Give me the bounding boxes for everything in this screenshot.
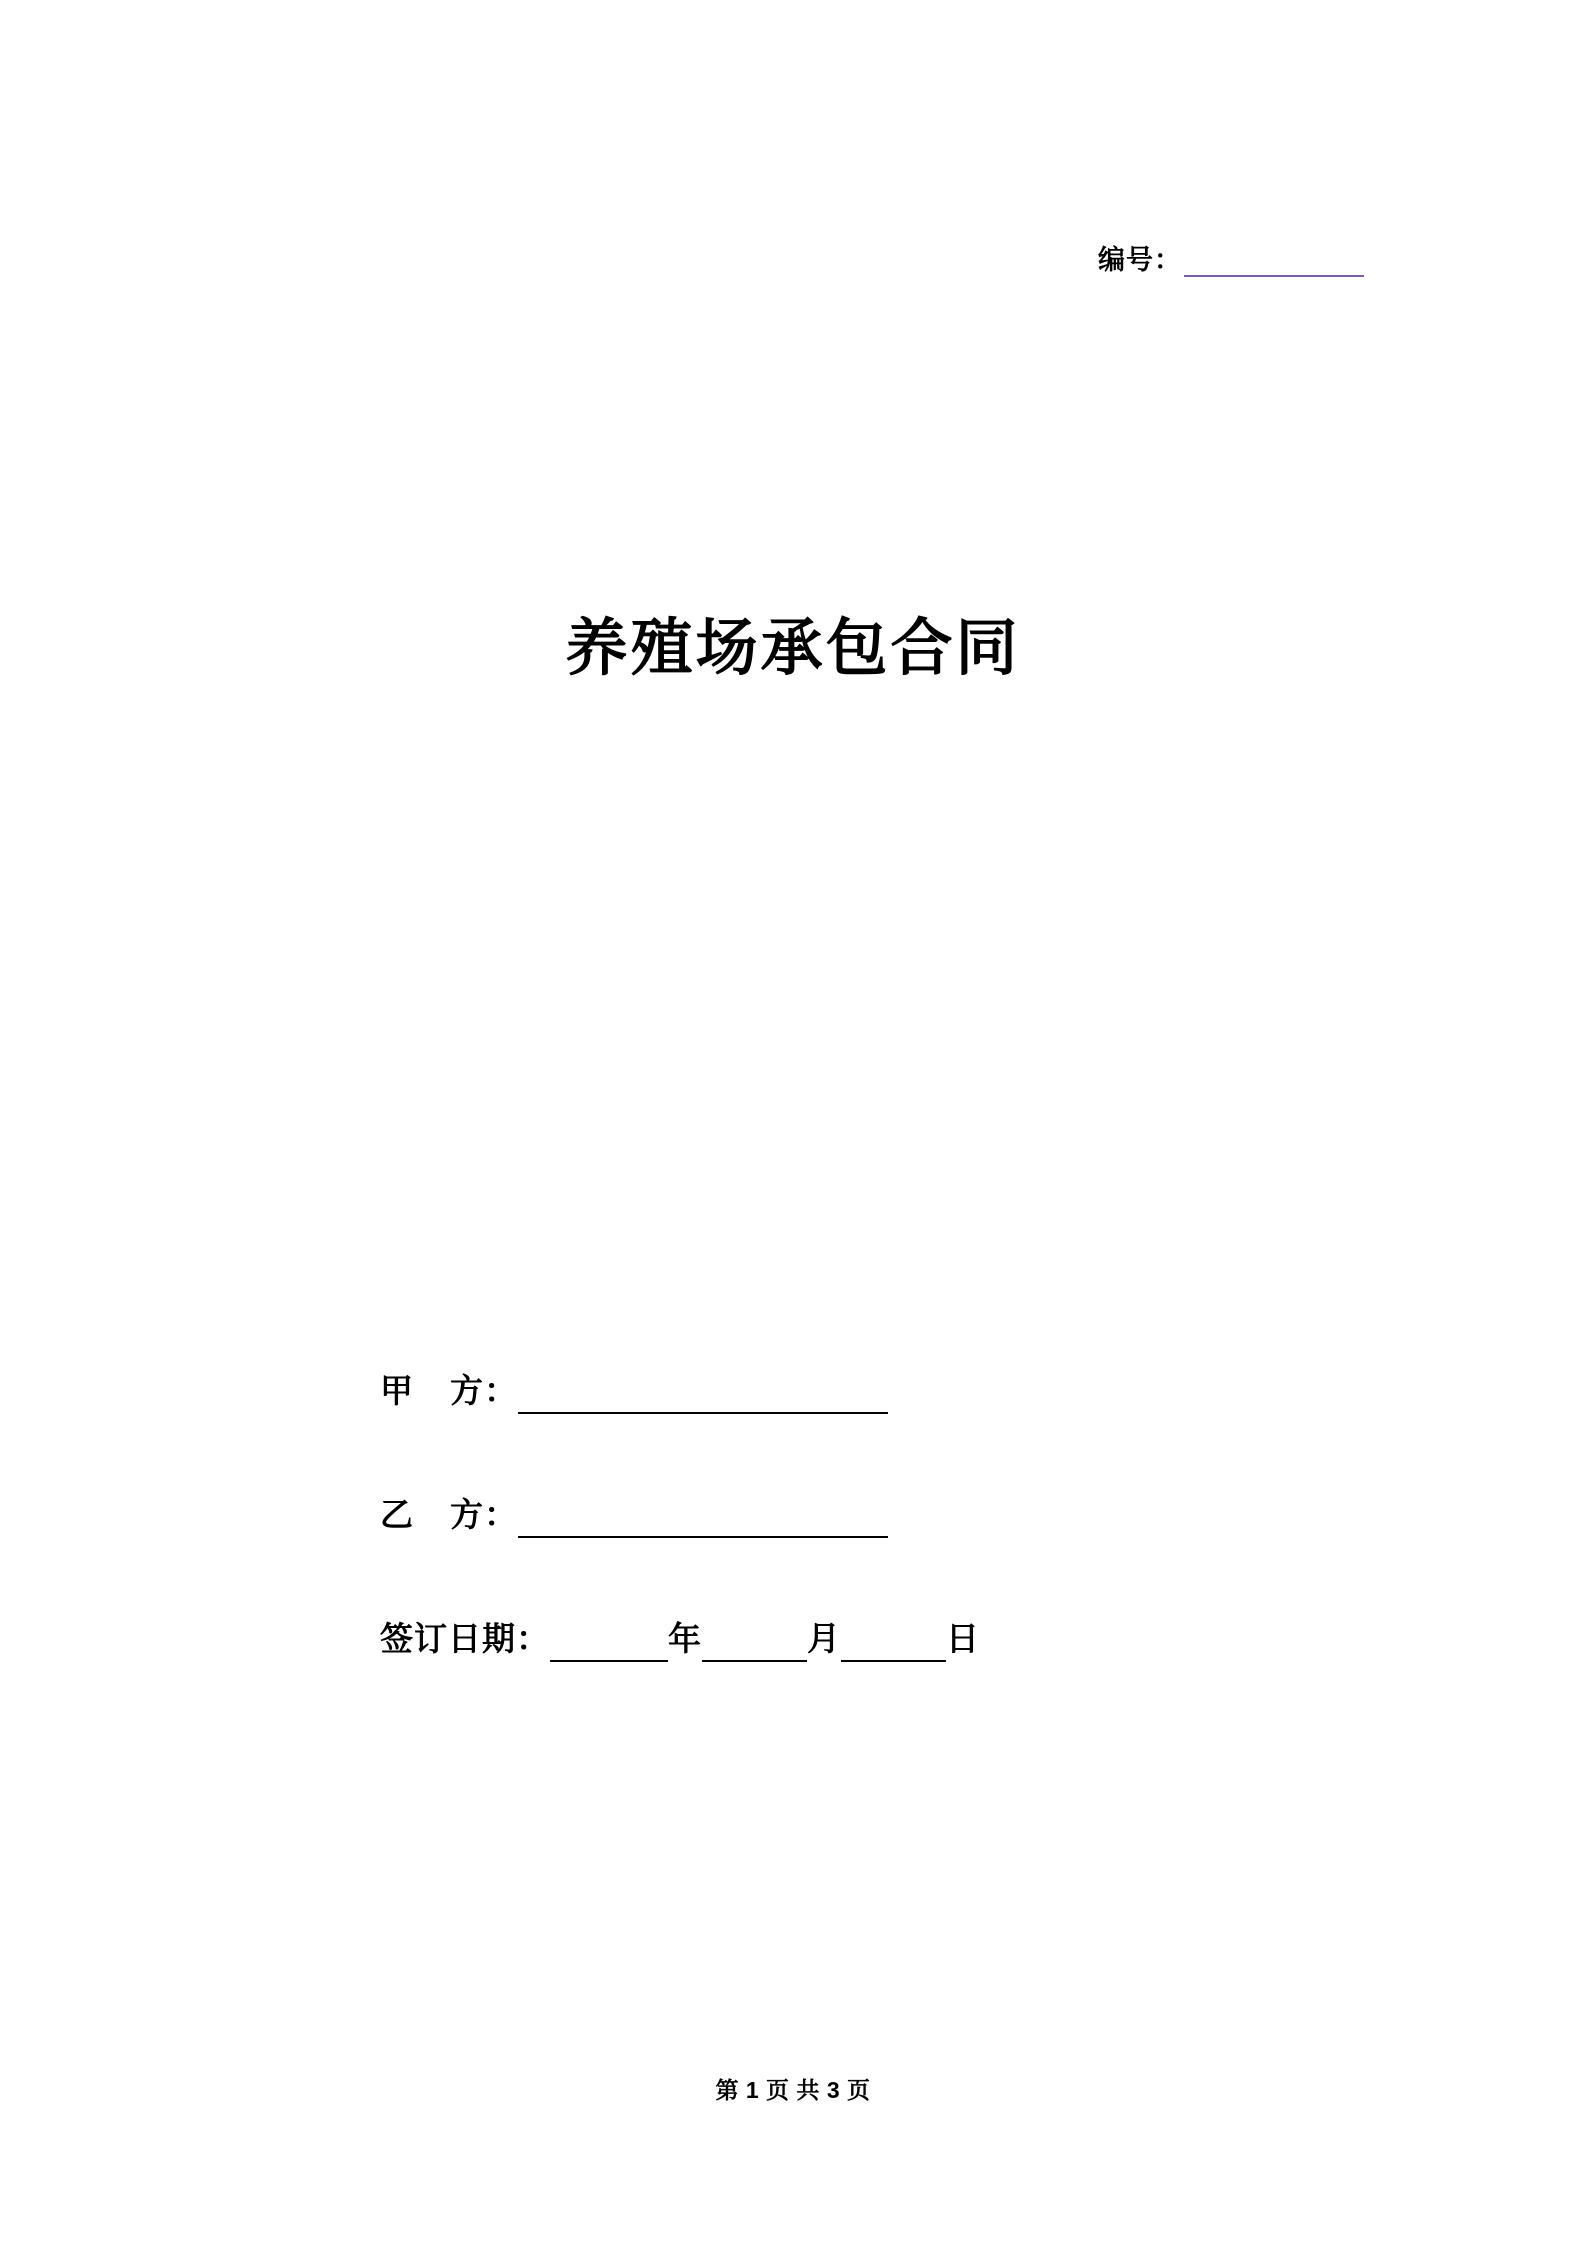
sign-day-unit: 日 xyxy=(946,1622,980,1658)
party-b-input[interactable] xyxy=(518,1500,888,1538)
party-a-label-char: 甲 xyxy=(380,1374,414,1410)
sign-month-unit: 月 xyxy=(807,1622,841,1658)
party-a-input[interactable] xyxy=(518,1376,888,1414)
party-b-label-char: 乙 xyxy=(380,1498,414,1534)
page-title: 养殖场承包合同 xyxy=(565,611,1021,684)
party-info-block xyxy=(380,1370,1180,1662)
contract-number-label: 编号： xyxy=(1098,245,1182,275)
party-a-line xyxy=(380,1370,1180,1414)
party-b-label-suffix: 方： xyxy=(450,1498,518,1534)
party-b-line xyxy=(380,1494,1180,1538)
contract-number-row xyxy=(0,238,1586,277)
sign-year-input[interactable] xyxy=(550,1624,668,1662)
party-a-label-suffix: 方： xyxy=(450,1374,518,1410)
sign-date-label: 签订日期： xyxy=(380,1622,550,1658)
page-footer: 第 1 页 共 3 页 xyxy=(715,2077,871,2103)
contract-number-blank[interactable] xyxy=(1184,245,1364,277)
sign-day-input[interactable] xyxy=(841,1624,946,1662)
sign-date-line xyxy=(380,1618,1180,1662)
sign-year-unit: 年 xyxy=(668,1622,702,1658)
sign-month-input[interactable] xyxy=(702,1624,807,1662)
